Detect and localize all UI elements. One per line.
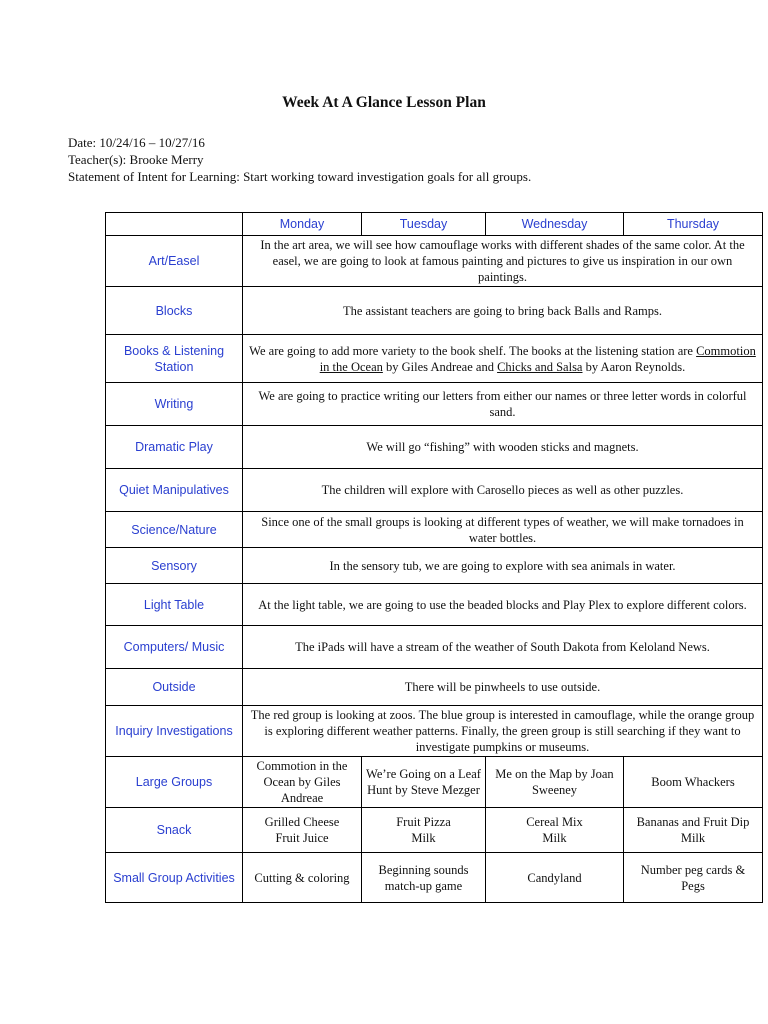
row-sensory (106, 548, 763, 584)
row-quiet-manipulatives (106, 469, 763, 512)
day-wednesday: Wednesday (486, 213, 624, 236)
plan-meta (68, 134, 531, 185)
row-text: In the art area, we will see how camouflage works with different shades of the same color. At the easel, we are going to look at famous painting and pictures to give us inspiration in our own paintings. (243, 236, 763, 287)
row-label: Snack (106, 808, 243, 853)
row-science-nature (106, 512, 763, 548)
row-computers-music (106, 626, 763, 669)
books-text-b: by Giles Andreae and (382, 359, 498, 374)
snack-item: Fruit Juice (275, 831, 329, 845)
book-title-2: Chicks and Salsa (497, 359, 583, 374)
snack-thursday (624, 808, 763, 853)
books-text-c: by Aaron Reynolds. (582, 359, 686, 374)
row-text: The red group is looking at zoos. The blue group is interested in camouflage, while the orange group is exploring different weather patterns. Finally, the green group is still searching if they want to investigate pumpkins or museums. (243, 706, 763, 757)
row-dramatic-play (106, 426, 763, 469)
header-row (106, 213, 763, 236)
row-small-group-activities (106, 853, 763, 903)
row-writing (106, 383, 763, 426)
large-tuesday: We’re Going on a Leaf Hunt by Steve Mezger (362, 757, 486, 808)
snack-tuesday (362, 808, 486, 853)
row-text: The assistant teachers are going to bring back Balls and Ramps. (243, 287, 763, 335)
lesson-plan-table (105, 212, 763, 903)
row-blocks (106, 287, 763, 335)
row-label: Small Group Activities (106, 853, 243, 903)
row-label: Blocks (106, 287, 243, 335)
day-thursday: Thursday (624, 213, 763, 236)
snack-item: Milk (411, 831, 436, 845)
small-thursday: Number peg cards & Pegs (624, 853, 763, 903)
row-text: At the light table, we are going to use the beaded blocks and Play Plex to explore different colors. (243, 584, 763, 626)
snack-wednesday (486, 808, 624, 853)
row-text: The children will explore with Carosello pieces as well as other puzzles. (243, 469, 763, 512)
row-text: The iPads will have a stream of the weather of South Dakota from Keloland News. (243, 626, 763, 669)
row-text: We will go “fishing” with wooden sticks and magnets. (243, 426, 763, 469)
row-light-table (106, 584, 763, 626)
date-line: Date: 10/24/16 – 10/27/16 (68, 135, 205, 150)
small-tuesday: Beginning sounds match-up game (362, 853, 486, 903)
small-wednesday: Candyland (486, 853, 624, 903)
row-label: Light Table (106, 584, 243, 626)
row-label: Sensory (106, 548, 243, 584)
row-large-groups (106, 757, 763, 808)
large-monday: Commotion in the Ocean by Giles Andreae (243, 757, 362, 808)
row-label: Quiet Manipulatives (106, 469, 243, 512)
books-text-a: We are going to add more variety to the book shelf. The books at the listening station are (249, 343, 697, 358)
day-tuesday: Tuesday (362, 213, 486, 236)
teacher-line: Teacher(s): Brooke Merry (68, 152, 204, 167)
row-label: Outside (106, 669, 243, 706)
snack-item: Milk (542, 831, 567, 845)
row-label: Large Groups (106, 757, 243, 808)
snack-item: Cereal Mix (526, 815, 583, 829)
row-label: Science/Nature (106, 512, 243, 548)
row-inquiry-investigations (106, 706, 763, 757)
row-text: We are going to practice writing our letters from either our names or three letter words in colorful sand. (243, 383, 763, 426)
page-title: Week At A Glance Lesson Plan (282, 94, 486, 111)
row-books-listening (106, 335, 763, 383)
snack-item: Bananas and Fruit Dip (636, 815, 750, 829)
snack-item: Milk (680, 831, 706, 845)
small-monday: Cutting & coloring (243, 853, 362, 903)
snack-item: Fruit Pizza (396, 815, 451, 829)
large-wednesday: Me on the Map by Joan Sweeney (486, 757, 624, 808)
row-text (243, 335, 763, 383)
corner-cell (106, 213, 243, 236)
row-label: Inquiry Investigations (106, 706, 243, 757)
row-label: Art/Easel (106, 236, 243, 287)
snack-monday (243, 808, 362, 853)
row-label: Books & Listening Station (106, 335, 243, 383)
row-snack (106, 808, 763, 853)
row-label: Computers/ Music (106, 626, 243, 669)
snack-item: Grilled Cheese (264, 815, 340, 829)
large-thursday: Boom Whackers (624, 757, 763, 808)
day-monday: Monday (243, 213, 362, 236)
row-art-easel (106, 236, 763, 287)
row-text: There will be pinwheels to use outside. (243, 669, 763, 706)
row-label: Dramatic Play (106, 426, 243, 469)
row-text: Since one of the small groups is looking at different types of weather, we will make tornadoes in water bottles. (243, 512, 763, 548)
intent-line: Statement of Intent for Learning: Start working toward investigation goals for all groups. (68, 169, 532, 184)
row-label: Writing (106, 383, 243, 426)
row-outside (106, 669, 763, 706)
book-title-1: Commotion in the Ocean (319, 343, 756, 374)
row-text: In the sensory tub, we are going to explore with sea animals in water. (243, 548, 763, 584)
